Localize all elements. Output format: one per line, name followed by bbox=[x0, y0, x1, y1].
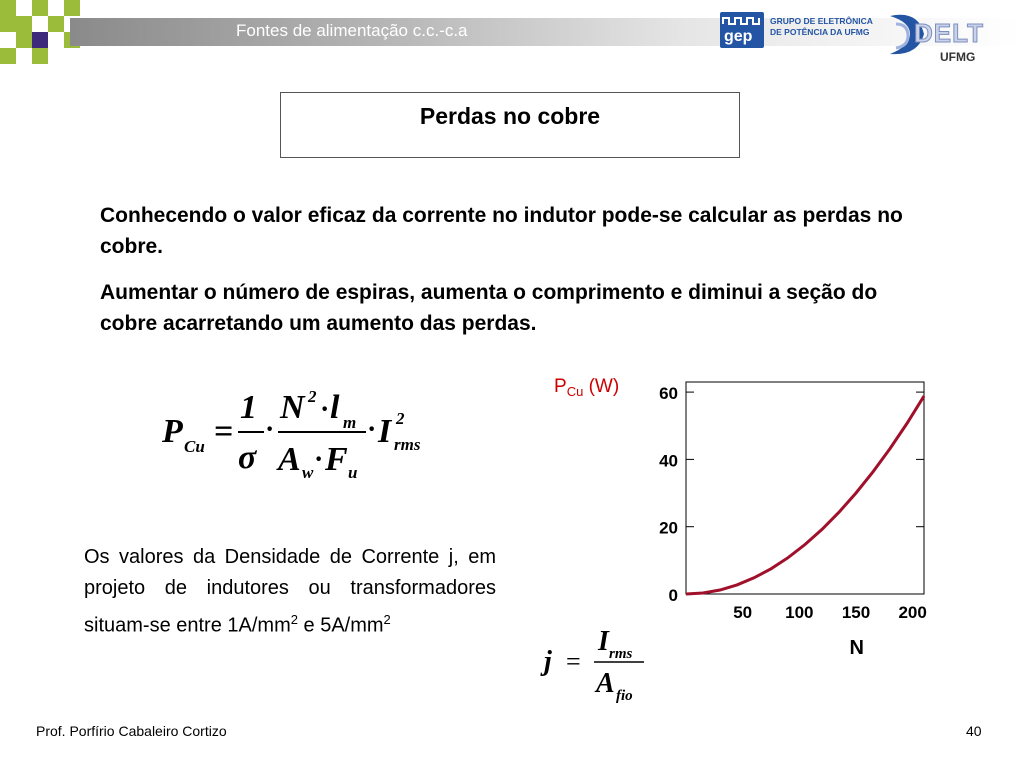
formula-dot-4: · bbox=[367, 414, 377, 445]
chart-plot-frame bbox=[686, 382, 924, 594]
paragraph-2: Aumentar o número de espiras, aumenta o comprimento e diminui a seção do cobre acarretando um aumento das perdas. bbox=[100, 281, 878, 335]
jformula-den: A bbox=[596, 668, 615, 699]
gep-wave-icon bbox=[720, 14, 764, 28]
slide-title-box bbox=[280, 92, 740, 158]
density-sup-1: 2 bbox=[290, 612, 298, 627]
x-tick-label: 100 bbox=[785, 603, 814, 622]
copper-loss-formula-svg bbox=[160, 380, 450, 490]
gep-line2: DE POTÊNCIA DA UFMG bbox=[770, 27, 870, 37]
y-tick-label: 60 bbox=[659, 384, 678, 404]
decor-square bbox=[16, 16, 32, 32]
copper-loss-formula bbox=[160, 380, 450, 490]
delt-logo-text: DELT bbox=[914, 18, 984, 48]
formula-equals: = bbox=[214, 413, 234, 450]
chart-ylabel-sub: Cu bbox=[566, 384, 584, 399]
density-text-mid: e 5A/mm bbox=[297, 614, 384, 637]
formula-den-A: A bbox=[278, 441, 301, 478]
formula-num-N-exp: 2 bbox=[308, 387, 317, 406]
decor-square bbox=[64, 0, 80, 16]
formula-den-A-sub: w bbox=[302, 463, 314, 482]
chart-x-axis-label: N bbox=[849, 637, 864, 659]
chart-series-line bbox=[686, 396, 924, 594]
copper-loss-chart bbox=[540, 366, 960, 666]
formula-num-l: l bbox=[330, 389, 340, 426]
gep-logo bbox=[720, 12, 873, 48]
formula-lhs: P bbox=[162, 413, 183, 450]
y-tick-label: 0 bbox=[668, 586, 678, 605]
jformula-den-sub: fio bbox=[616, 688, 633, 704]
formula-I-exp: 2 bbox=[396, 409, 405, 428]
formula-den-F-sub: u bbox=[348, 463, 358, 482]
gep-logo-box bbox=[720, 12, 764, 48]
formula-I: I bbox=[378, 413, 392, 450]
paragraph-1: Conhecendo o valor eficaz da corrente no indutor pode-se calcular as perdas no cobre. bbox=[100, 204, 903, 258]
jformula-equals: = bbox=[566, 647, 581, 676]
formula-dot-2: · bbox=[320, 394, 330, 425]
decor-square bbox=[32, 0, 48, 16]
jformula-num: I bbox=[598, 626, 609, 657]
decor-square bbox=[48, 0, 64, 16]
current-density-formula bbox=[540, 626, 650, 706]
jformula-num-sub: rms bbox=[609, 646, 633, 662]
decor-square bbox=[32, 48, 48, 64]
header-bar bbox=[70, 18, 1020, 46]
density-sup-2: 2 bbox=[383, 612, 391, 627]
chart-ylabel-main: P bbox=[554, 376, 567, 397]
current-density-paragraph bbox=[84, 542, 496, 642]
decor-square bbox=[32, 32, 48, 48]
formula-dot-1: · bbox=[265, 414, 275, 445]
density-text-main: Os valores da Densidade de Corrente j, em projeto de indutores ou transformadores situam-se entre 1A/mm bbox=[84, 546, 496, 637]
x-tick-label: 200 bbox=[898, 603, 927, 622]
formula-dot-3: · bbox=[314, 444, 324, 475]
chart-ylabel-unit: (W) bbox=[583, 376, 620, 397]
formula-lhs-sub: Cu bbox=[184, 437, 205, 456]
footer-author: Prof. Porfírio Cabaleiro Cortizo bbox=[36, 723, 227, 739]
formula-num-l-sub: m bbox=[343, 413, 357, 432]
formula-den-F: F bbox=[325, 441, 348, 478]
y-tick-label: 40 bbox=[659, 451, 678, 471]
decor-square bbox=[48, 16, 64, 32]
chart-ticks bbox=[659, 384, 927, 622]
ufmg-logo-text: UFMG bbox=[940, 50, 976, 64]
x-tick-label: 50 bbox=[733, 603, 753, 622]
chart-y-axis-label bbox=[554, 376, 619, 399]
slide-title: Perdas no cobre bbox=[419, 103, 601, 129]
y-tick-label: 20 bbox=[659, 518, 678, 538]
x-tick-label: 150 bbox=[841, 603, 871, 622]
gep-logo-description bbox=[770, 16, 873, 38]
header-title: Fontes de alimentação c.c.-c.a bbox=[236, 21, 468, 40]
jformula-lhs: j bbox=[544, 646, 552, 677]
decor-square bbox=[0, 16, 16, 32]
decor-square bbox=[16, 0, 32, 16]
gep-line1: GRUPO DE ELETRÔNICA bbox=[770, 16, 873, 26]
decor-square bbox=[0, 48, 16, 64]
decor-square bbox=[16, 32, 32, 48]
current-density-formula-svg bbox=[540, 626, 650, 706]
formula-I-sub: rms bbox=[394, 435, 421, 454]
formula-num-one: 1 bbox=[240, 389, 257, 426]
formula-num-N: N bbox=[280, 389, 305, 426]
formula-den-sigma: σ bbox=[238, 439, 257, 476]
decor-square bbox=[0, 0, 16, 16]
footer-page-number: 40 bbox=[966, 723, 982, 739]
delt-logo bbox=[884, 6, 994, 66]
gep-logo-text: gep bbox=[724, 28, 753, 45]
